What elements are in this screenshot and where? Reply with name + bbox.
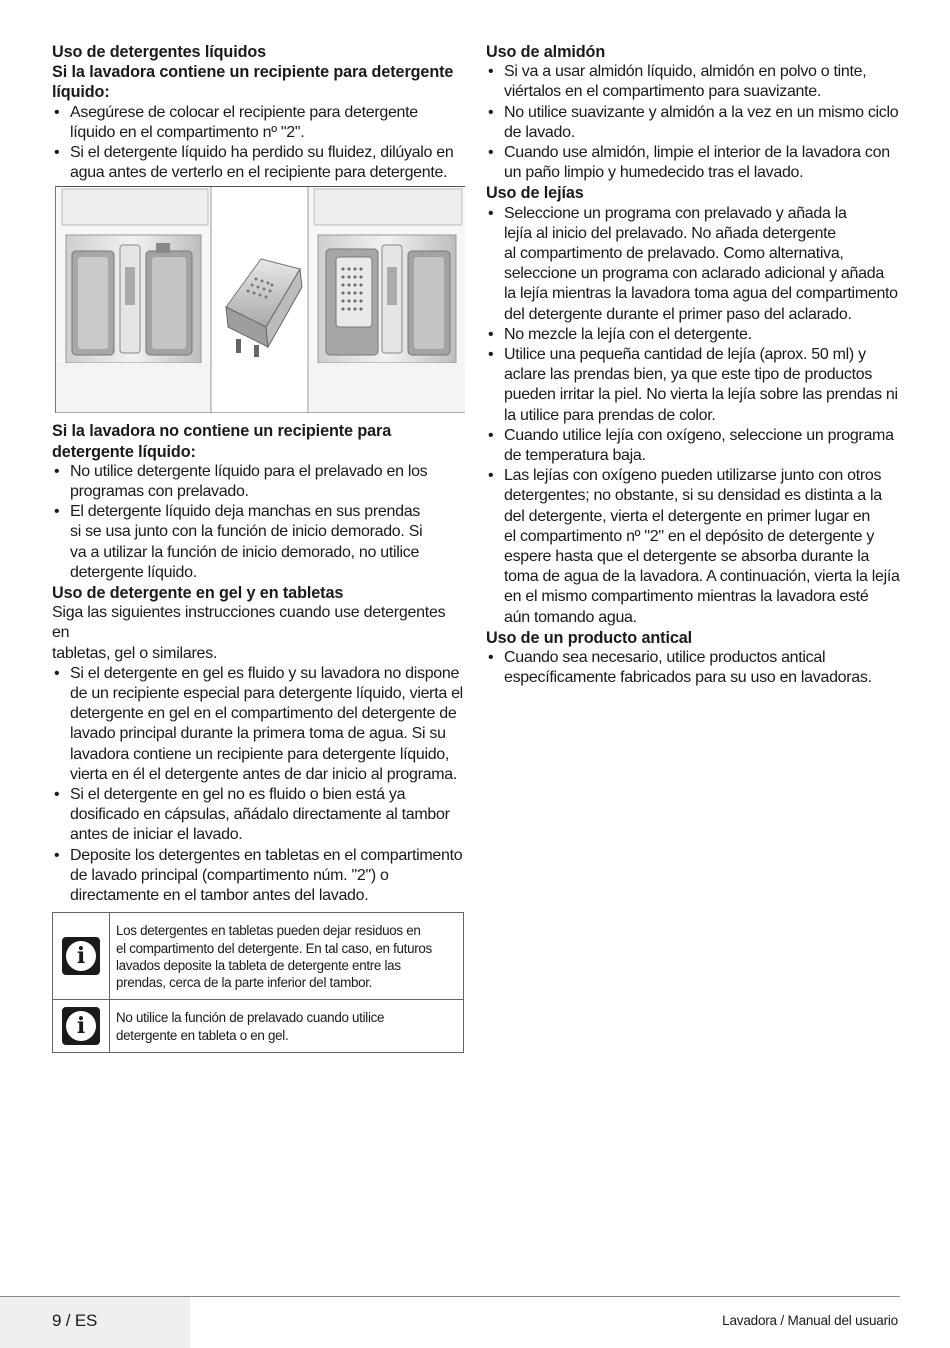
heading-gel-tablets: Uso de detergente en gel y en tabletas <box>52 584 344 603</box>
list-item: • No mezcle la lejía con el detergente. <box>486 325 900 345</box>
list-item: • No utilice detergente líquido para el prelavado en los programas con prelavado. <box>52 462 464 502</box>
list-no-container <box>52 462 464 583</box>
list-item: • Cuando sea necesario, utilice productos antical específicamente fabricados para su uso en lavadoras. <box>486 648 900 688</box>
detergent-drawer-illustration <box>55 186 465 413</box>
heading-bleach: Uso de lejías <box>486 184 584 203</box>
info-icon: i <box>62 937 100 975</box>
list-item: • Si el detergente líquido ha perdido su fluidez, dilúyalo en agua antes de verterlo en el recipiente para detergente. <box>52 143 464 183</box>
heading-antical: Uso de un producto antical <box>486 628 693 647</box>
note-row <box>53 1000 463 1052</box>
page-number: 9 / ES <box>52 1311 98 1330</box>
heading-with-container-a: Si la lavadora contiene un recipiente para detergente <box>52 63 454 82</box>
left-column <box>52 42 464 1053</box>
list-item: • Cuando use almidón, limpie el interior de la lavadora con un paño limpio y humedecido tras el lavado. <box>486 143 900 183</box>
list-item: • Las lejías con oxígeno pueden utilizarse junto con otros detergentes; no obstante, si su densidad es distinta a la del detergente, vierta el detergente en primer lugar en el compartimento nº "2" en el depósito de detergente y espere hasta que el detergente se absorba durante la toma de agua de la lavadora. A continuación, vierta la lejía en el mismo compartimento mientras la lavadora esté aún tomando agua. <box>486 466 900 628</box>
list-item: • Si va a usar almidón líquido, almidón en polvo o tinte, viértalos en el compartimento para suavizante. <box>486 62 900 102</box>
list-item: • Cuando utilice lejía con oxígeno, seleccione un programa de temperatura baja. <box>486 426 900 466</box>
list-item: • Utilice una pequeña cantidad de lejía (aprox. 50 ml) y aclare las prendas bien, ya que este tipo de productos pueden irritar la piel. No vierta la lejía sobre las prendas ni la utilice para prendas de color. <box>486 345 900 426</box>
info-icon: i <box>62 1007 100 1045</box>
heading-with-container-b: líquido: <box>52 83 110 102</box>
list-item: • Asegúrese de colocar el recipiente para detergente líquido en el compartimento nº "2". <box>52 103 464 143</box>
heading-liquid-detergents: Uso de detergentes líquidos <box>52 43 267 61</box>
list-item: • Si el detergente en gel es fluido y su lavadora no dispone de un recipiente especial para detergente líquido, vierta el detergente en gel en el compartimento del detergente de lavado principal durante la primera toma de agua. Si su lavadora contiene un recipiente para detergente líquido, vierta en él el detergente antes de dar inicio al programa. <box>52 664 464 785</box>
list-with-container <box>52 103 464 184</box>
list-item: • El detergente líquido deja manchas en sus prendas si se usa junto con la función de inicio demorado. Si va a utilizar la función de inicio demorado, no utilice detergente líquido. <box>52 502 464 583</box>
list-item: • Deposite los detergentes en tabletas en el compartimento de lavado principal (compartimento núm. "2") o directamente en el tambor antes del lavado. <box>52 846 464 907</box>
gel-tablets-intro: Siga las siguientes instrucciones cuando use detergentes en tabletas, gel o similares. <box>52 604 446 662</box>
list-starch <box>486 62 900 183</box>
document-title: Lavadora / Manual del usuario <box>722 1313 898 1328</box>
list-gel-tablets <box>52 664 464 906</box>
list-antical <box>486 648 900 688</box>
list-item: • Seleccione un programa con prelavado y añada la lejía al inicio del prelavado. No añada detergente al compartimento de prelavado. Como alternativa, seleccione un programa con aclarado adicional y añada la lejía mientras la lavadora toma agua del compartimento del detergente durante el primer paso del aclarado. <box>486 204 900 325</box>
note-text: Los detergentes en tabletas pueden dejar residuos en el compartimento del detergente. En tal caso, en futuros lavados deposite la tableta de detergente entre las prendas, cerca de la parte inferior del tambor. <box>109 913 463 999</box>
list-item: • No utilice suavizante y almidón a la vez en un mismo ciclo de lavado. <box>486 103 900 143</box>
right-column <box>486 42 900 689</box>
list-item: • Si el detergente en gel no es fluido o bien está ya dosificado en cápsulas, añádalo directamente al tambor antes de iniciar el lavado. <box>52 785 464 846</box>
heading-no-container-a: Si la lavadora no contiene un recipiente para <box>52 422 392 441</box>
page-footer <box>0 1296 950 1348</box>
info-notes <box>52 912 464 1053</box>
heading-starch: Uso de almidón <box>486 43 606 61</box>
note-row <box>53 913 463 1000</box>
heading-no-container-b: detergente líquido: <box>52 442 196 461</box>
list-bleach <box>486 204 900 628</box>
note-text: No utilice la función de prelavado cuando utilice detergente en tableta o en gel. <box>109 1000 463 1052</box>
drawer-drawing <box>56 187 465 413</box>
